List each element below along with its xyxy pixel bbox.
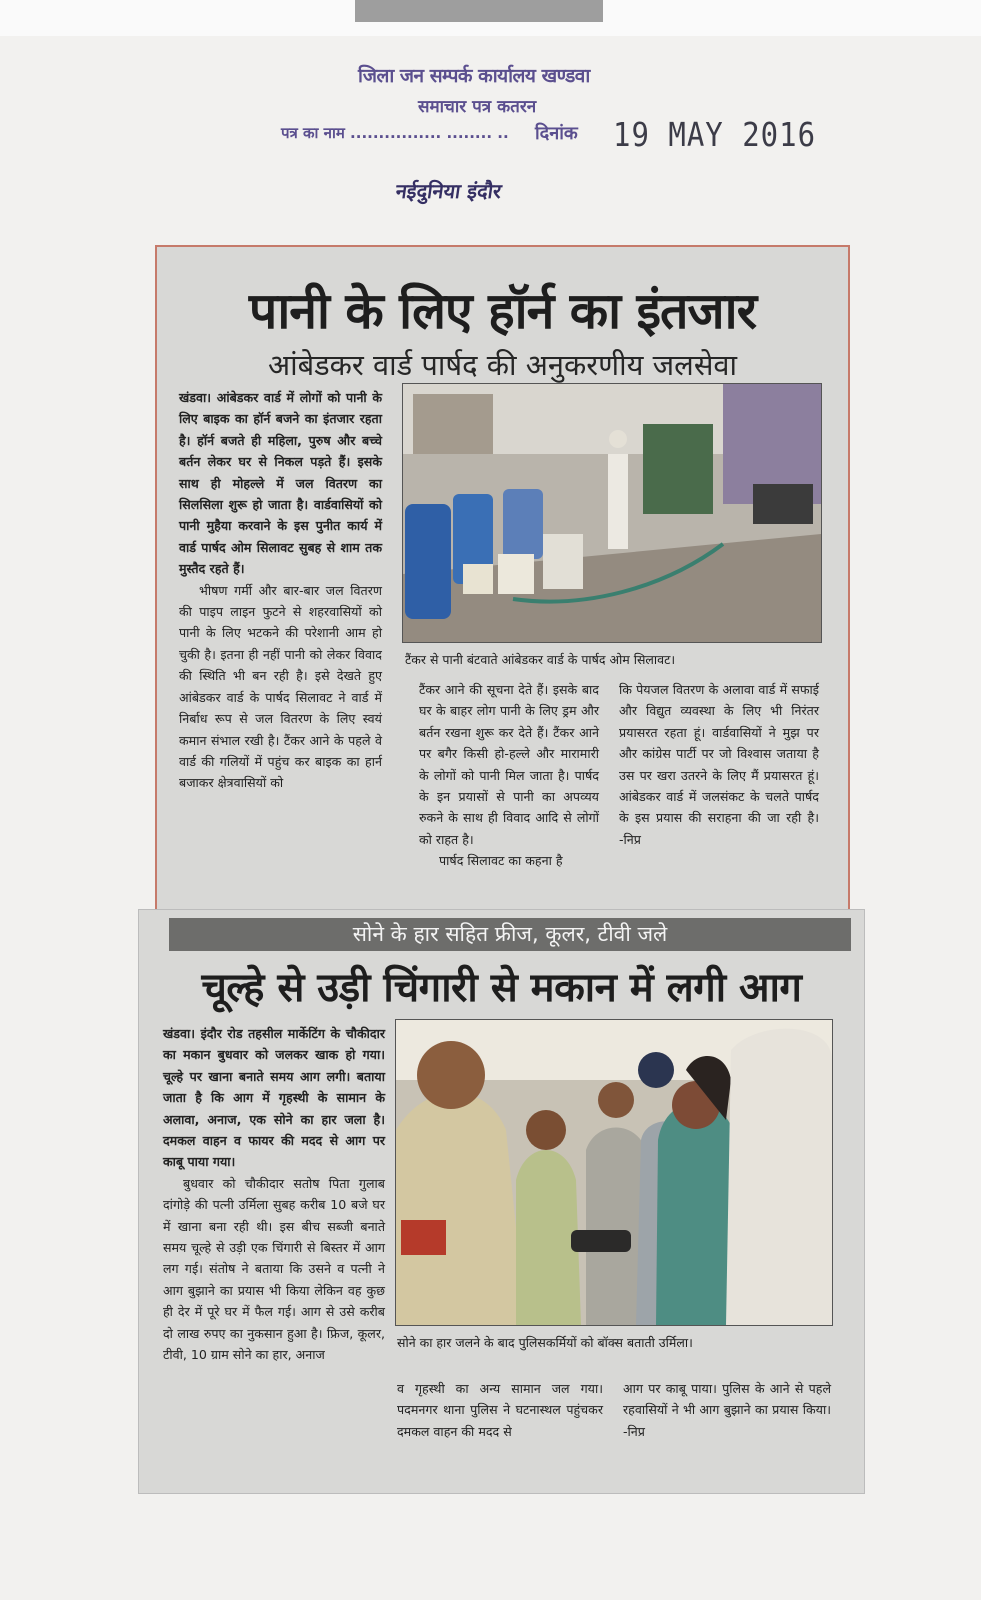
story2-banner: सोने के हार सहित फ्रीज, कूलर, टीवी जले (169, 918, 851, 951)
date-stamp: 19 MAY 2016 (613, 116, 817, 155)
story2-column-1 (163, 1023, 385, 1366)
water-tanker-photo (402, 383, 822, 643)
story2-column-2 (397, 1378, 603, 1442)
water-tanker-photo-image (403, 384, 821, 642)
paper-name-label: पत्र का नाम ................ ........ .. (281, 124, 509, 142)
scanner-top-strip (0, 0, 981, 36)
clipping-fire-story (138, 909, 865, 1494)
fire-victim-photo (395, 1019, 833, 1326)
story1-column-1 (179, 387, 382, 794)
newspaper-source: नईदुनिया इंदौर (394, 179, 503, 203)
story2-col2-para1: व गृहस्थी का अन्य सामान जल गया। पदमनगर थाना पुलिस ने घटनास्थल पहुंचकर दमकल वाहन की मदद से (397, 1381, 603, 1439)
story1-photo-caption: टैंकर से पानी बंटवाते आंबेडकर वार्ड के पार्षद ओम सिलावट। (405, 652, 676, 667)
story1-col1-para2: भीषण गर्मी और बार-बार जल वितरण की पाइप लाइन फुटने से शहरवासियों को पानी के लिए भटकने की परेशानी आम हो चुकी है। इतना ही नहीं पानी को लेकर विवाद की स्थिति भी बन रही है। इसे देखते हुए आंबेडकर वार्ड के पार्षद सिलावट ने वार्ड में निर्बाध रूप से जल वितरण के लिए स्वयं कमान संभाल रखी है। टैंकर आने के पहले वे वार्ड की गलियों में पहुंच कर बाइक का हार्न बजाकर क्षेत्रवासियों को (179, 582, 382, 791)
story2-col3-para1: आग पर काबू पाया। पुलिस के आने से पहले रहवासियों ने भी आग बुझाने का प्रयास किया। -निप्र (623, 1381, 831, 1439)
fire-victim-photo-image (396, 1020, 832, 1325)
story1-col2-para2: पार्षद सिलावट का कहना है (439, 853, 563, 869)
story1-col3-para1: कि पेयजल वितरण के अलावा वार्ड में सफाई और विद्युत व्यवस्था के लिए भी निरंतर प्रयासरत रहता हूं। वार्डवासियों ने मुझ पर और कांग्रेस पार्टी पर जो विश्वास जताया है उस पर खरा उतरने के लिए मैं प्रयासरत हूं। आंबेडकर वार्ड में जलसंकट के चलते पार्षद के इस प्रयास की सराहना की जा रही है। -निप्र (619, 682, 819, 847)
story2-col1-para2: बुधवार को चौकीदार सतोष पिता गुलाब दांगोड़े की पत्नी उर्मिला सुबह करीब 10 बजे घर में खाना बना रही थी। इस बीच सब्जी बनाते समय चूल्हे से उड़ी एक चिंगारी से बिस्तर में आग लग गई। संतोष ने बताया कि उसने व पत्नी ने आग बुझाने का प्रयास भी किया लेकिन वह कुछ ही देर में पूरे घर में फैल गई। आग से उसे करीब दो लाख रुपए का नुकसान हुआ है। फ्रिज, कूलर, टीवी, 10 ग्राम सोने का हार, अनाज (163, 1175, 385, 1363)
clipping-water-story (155, 245, 850, 913)
story2-column-3 (623, 1378, 831, 1442)
date-label: दिनांक (535, 123, 578, 144)
story1-column-2 (419, 679, 599, 872)
office-stamp: जिला जन सम्पर्क कार्यालय खण्डवा (358, 65, 590, 87)
scanner-tab (355, 0, 603, 22)
story1-headline: पानी के लिए हॉर्न का इंतजार (248, 282, 757, 340)
story2-headline: चूल्हे से उड़ी चिंगारी से मकान में लगी आग (201, 965, 802, 1011)
story2-photo-caption: सोने का हार जलने के बाद पुलिसकर्मियों को बॉक्स बताती उर्मिला। (397, 1335, 693, 1350)
story2-col1-para1: खंडवा। इंदौर रोड तहसील मार्केटिंग के चौकीदार का मकान बुधवार को जलकर खाक हो गया। चूल्हे पर खाना बनाते समय आग लगी। बताया जाता है कि आग में गृहस्थी के सामान के अलावा, अनाज, एक सोने का हार जला है। दमकल वाहन व फायर की मदद से आग पर काबू पाया गया। (163, 1026, 385, 1170)
clipping-label: समाचार पत्र कतरन (418, 97, 537, 117)
story1-col1-para1: खंडवा। आंबेडकर वार्ड में लोगों को पानी के लिए बाइक का हॉर्न बजने का इंतजार रहता है। हॉर्न बजते ही महिला, पुरुष और बच्चे बर्तन लेकर घर से निकल पड़ते हैं। इसके साथ ही मोहल्ले में जल वितरण का सिलसिला शुरू हो जाता है। वार्डवासियों को पानी मुहैया करवाने के इस पुनीत कार्य में वार्ड पार्षद ओम सिलावट सुबह से शाम तक मुस्तैद रहते हैं। (179, 390, 382, 577)
story1-subheadline: आंबेडकर वार्ड पार्षद की अनुकरणीय जलसेवा (267, 348, 738, 382)
story1-column-3 (619, 679, 819, 850)
story1-col2-para1: टैंकर आने की सूचना देते हैं। इसके बाद घर के बाहर लोग पानी के लिए ड्रम और बर्तन रखना शुरू कर देते हैं। टैंकर आने पर बगैर किसी हो-हल्ले और मारामारी के लोगों को पानी मिल जाता है। पार्षद के इन प्रयासों से पानी का अपव्यय रुकने के साथ ही विवाद आदि से लोगों को राहत है। (419, 682, 599, 847)
